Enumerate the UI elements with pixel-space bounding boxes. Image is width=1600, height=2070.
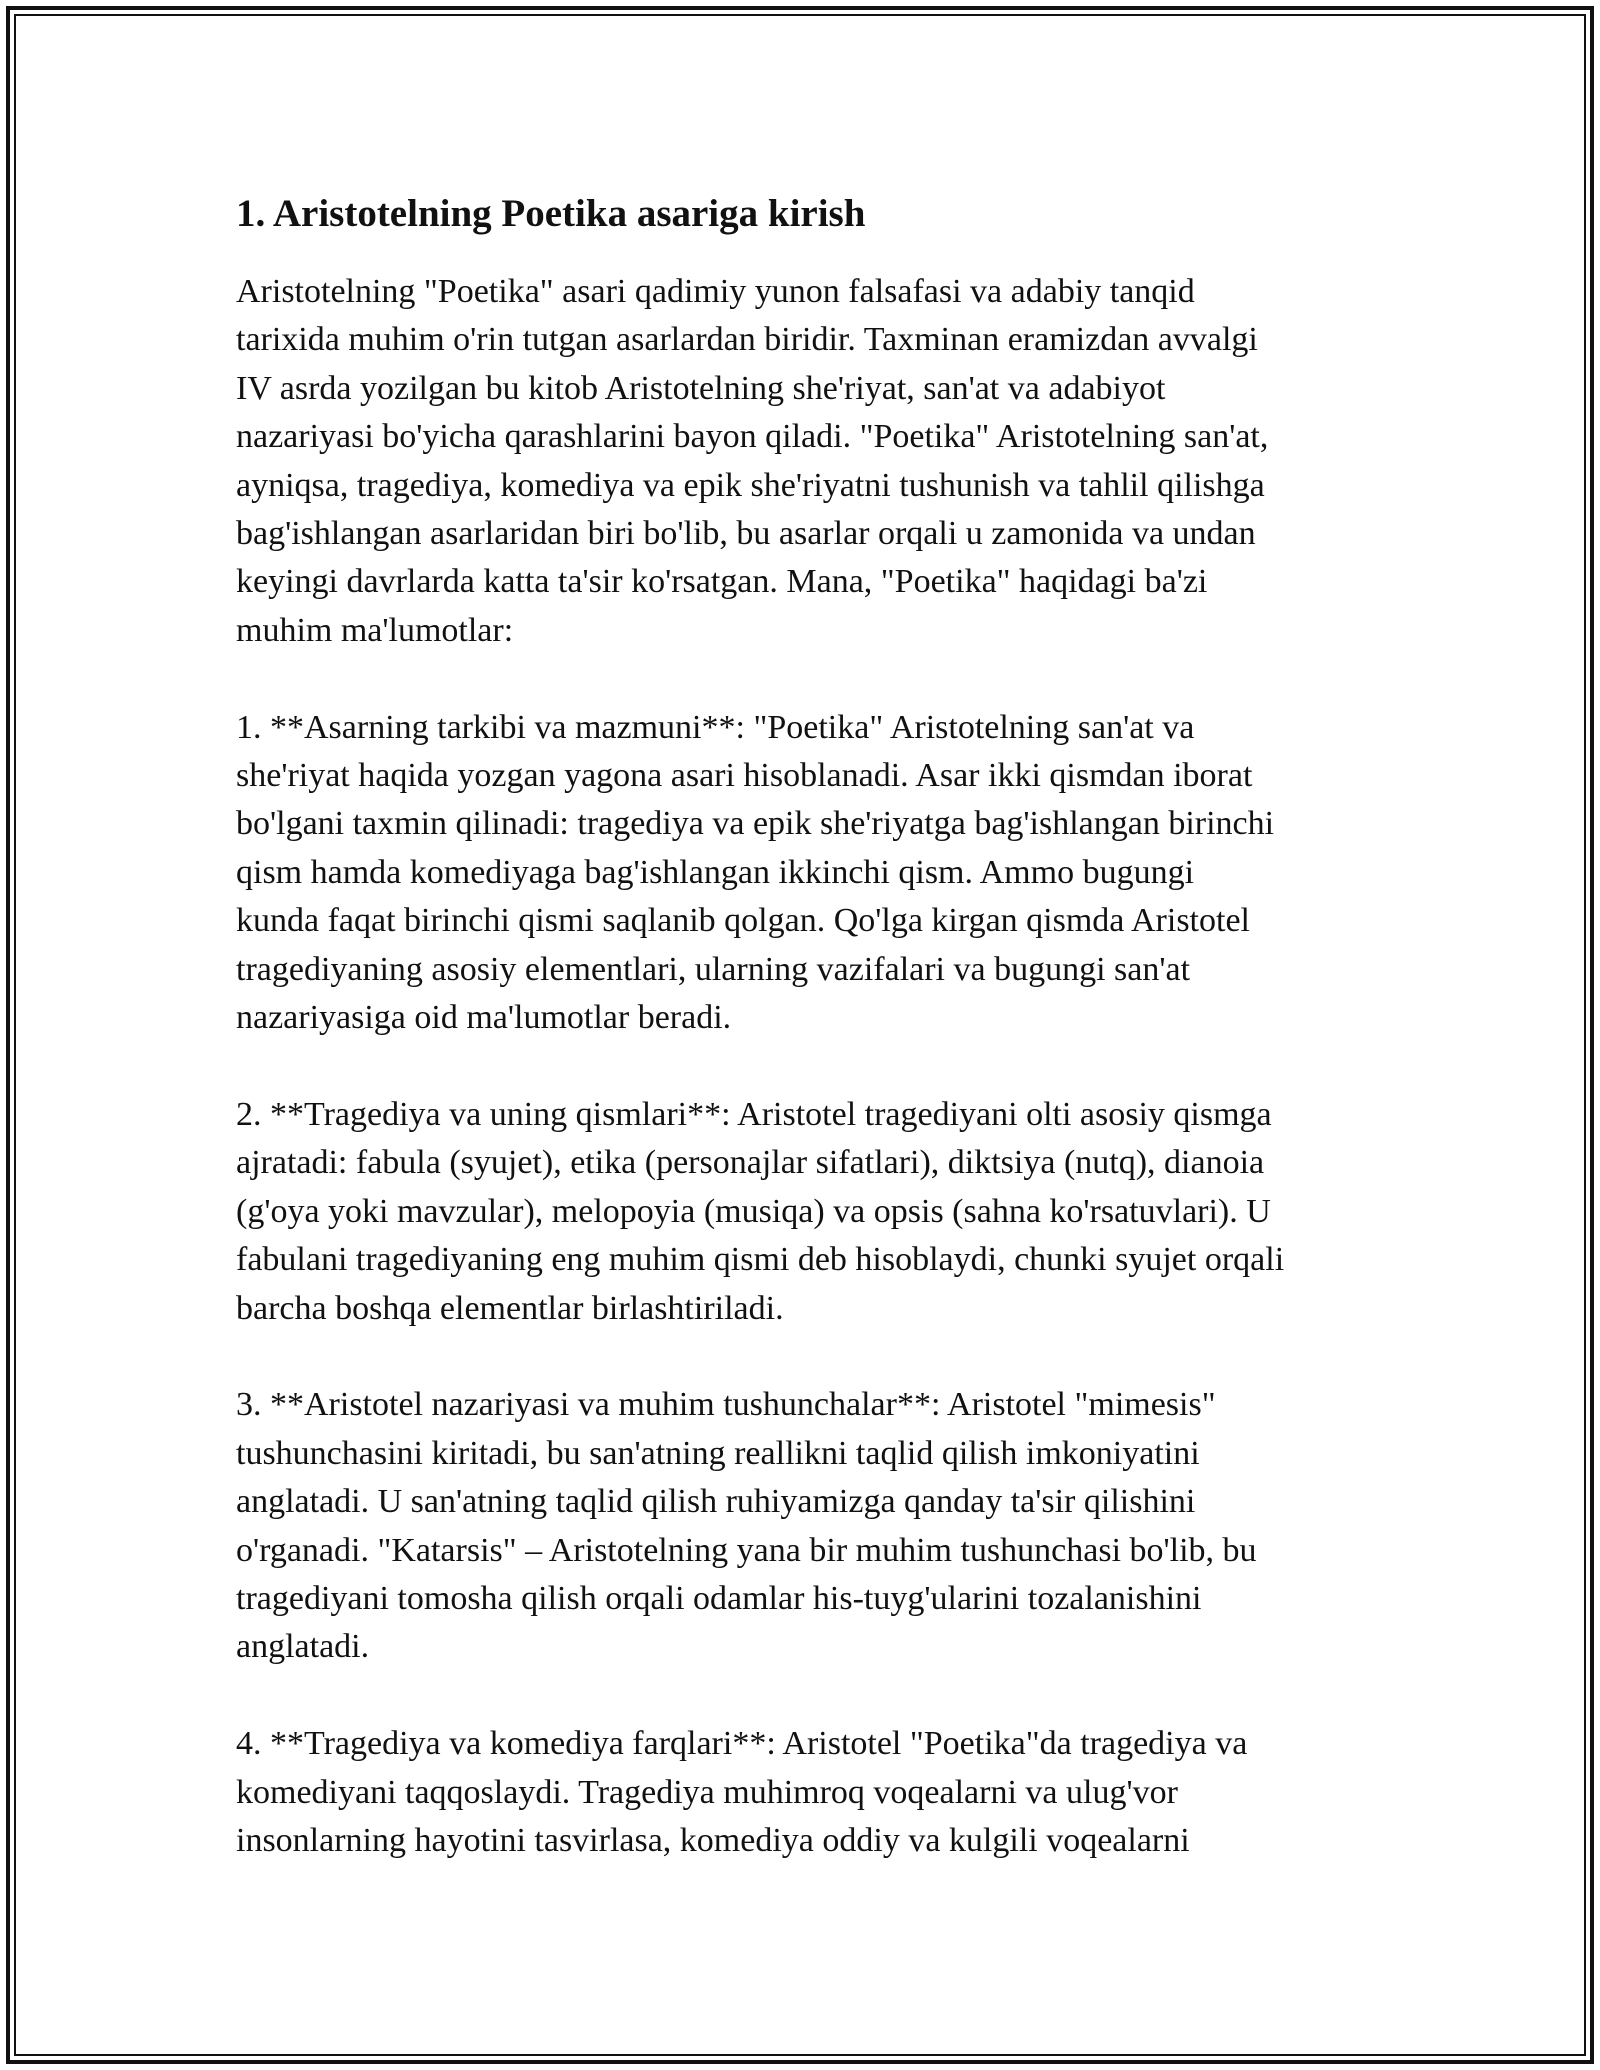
text-line: tragediyani tomosha qilish orqali odamlar his-tuyg'ularini tozalanishini bbox=[236, 1579, 1202, 1617]
text-line: ayniqsa, tragediya, komediya va epik she'riyatni tushunish va tahlil qilishga bbox=[236, 466, 1265, 504]
text-line: muhim ma'lumotlar: bbox=[236, 611, 514, 649]
text-line: tragediyaning asosiy elementlari, ularning vazifalari va bugungi san'at bbox=[236, 950, 1191, 988]
text-line: ajratadi: fabula (syujet), etika (personajlar sifatlari), diktsiya (nutq), dianoia bbox=[236, 1144, 1265, 1182]
text-line: 3. **Aristotel nazariyasi va muhim tushunchalar**: Aristotel "mimesis" bbox=[236, 1386, 1216, 1424]
text-line: qism hamda komediyaga bag'ishlangan ikkinchi qism. Ammo bugungi bbox=[236, 853, 1195, 891]
text-line: barcha boshqa elementlar birlashtiriladi. bbox=[236, 1289, 784, 1327]
text-line: nazariyasiga oid ma'lumotlar beradi. bbox=[236, 999, 732, 1037]
text-line: (g'oya yoki mavzular), melopoyia (musiqa) va opsis (sahna ko'rsatuvlari). U bbox=[236, 1192, 1271, 1230]
section-heading: 1. Aristotelning Poetika asariga kirish bbox=[236, 192, 866, 235]
text-line: keyingi davrlarda katta ta'sir ko'rsatgan. Mana, "Poetika" haqidagi ba'zi bbox=[236, 563, 1208, 601]
text-line: o'rganadi. "Katarsis" – Aristotelning yana bir muhim tushunchasi bo'lib, bu bbox=[236, 1531, 1257, 1569]
document-body bbox=[236, 186, 1376, 1865]
text-line: fabulani tragediyaning eng muhim qismi deb hisoblaydi, chunki syujet orqali bbox=[236, 1241, 1285, 1279]
text-line: kunda faqat birinchi qismi saqlanib qolgan. Qo'lga kirgan qismda Aristotel bbox=[236, 902, 1250, 940]
text-line: anglatadi. bbox=[236, 1628, 370, 1666]
text-line: komediyani taqqoslaydi. Tragediya muhimroq voqealarni va ulug'vor bbox=[236, 1773, 1178, 1811]
text-line: insonlarning hayotini tasvirlasa, komediya oddiy va kulgili voqealarni bbox=[236, 1821, 1190, 1859]
list-item-paragraph-1 bbox=[236, 704, 1376, 1043]
text-line: she'riyat haqida yozgan yagona asari hisoblanadi. Asar ikki qismdan iborat bbox=[236, 757, 1253, 795]
text-line: 1. **Asarning tarkibi va mazmuni**: "Poetika" Aristotelning san'at va bbox=[236, 708, 1195, 746]
list-item-paragraph-4 bbox=[236, 1720, 1376, 1865]
text-line: Aristotelning "Poetika" asari qadimiy yunon falsafasi va adabiy tanqid bbox=[236, 273, 1195, 310]
text-line: tushunchasini kiritadi, bu san'atning reallikni taqlid qilish imkoniyatini bbox=[236, 1434, 1200, 1472]
intro-paragraph bbox=[236, 268, 1376, 655]
text-line: 4. **Tragediya va komediya farqlari**: Aristotel "Poetika"da tragediya va bbox=[236, 1725, 1248, 1763]
text-line: bo'lgani taxmin qilinadi: tragediya va epik she'riyatga bag'ishlangan birinchi bbox=[236, 805, 1275, 843]
list-item-paragraph-2 bbox=[236, 1091, 1376, 1333]
text-line: 2. **Tragediya va uning qismlari**: Aristotel tragediyani olti asosiy qismga bbox=[236, 1095, 1272, 1133]
text-line: nazariyasi bo'yicha qarashlarini bayon qiladi. "Poetika" Aristotelning san'at, bbox=[236, 418, 1269, 456]
list-item-paragraph-3 bbox=[236, 1381, 1376, 1671]
text-line: tarixida muhim o'rin tutgan asarlardan biridir. Taxminan eramizdan avvalgi bbox=[236, 321, 1258, 359]
text-line: IV asrda yozilgan bu kitob Aristotelning she'riyat, san'at va adabiyot bbox=[236, 369, 1166, 407]
text-line: bag'ishlangan asarlaridan biri bo'lib, bu asarlar orqali u zamonida va undan bbox=[236, 515, 1256, 553]
text-line: anglatadi. U san'atning taqlid qilish ruhiyamizga qanday ta'sir qilishini bbox=[236, 1483, 1196, 1521]
